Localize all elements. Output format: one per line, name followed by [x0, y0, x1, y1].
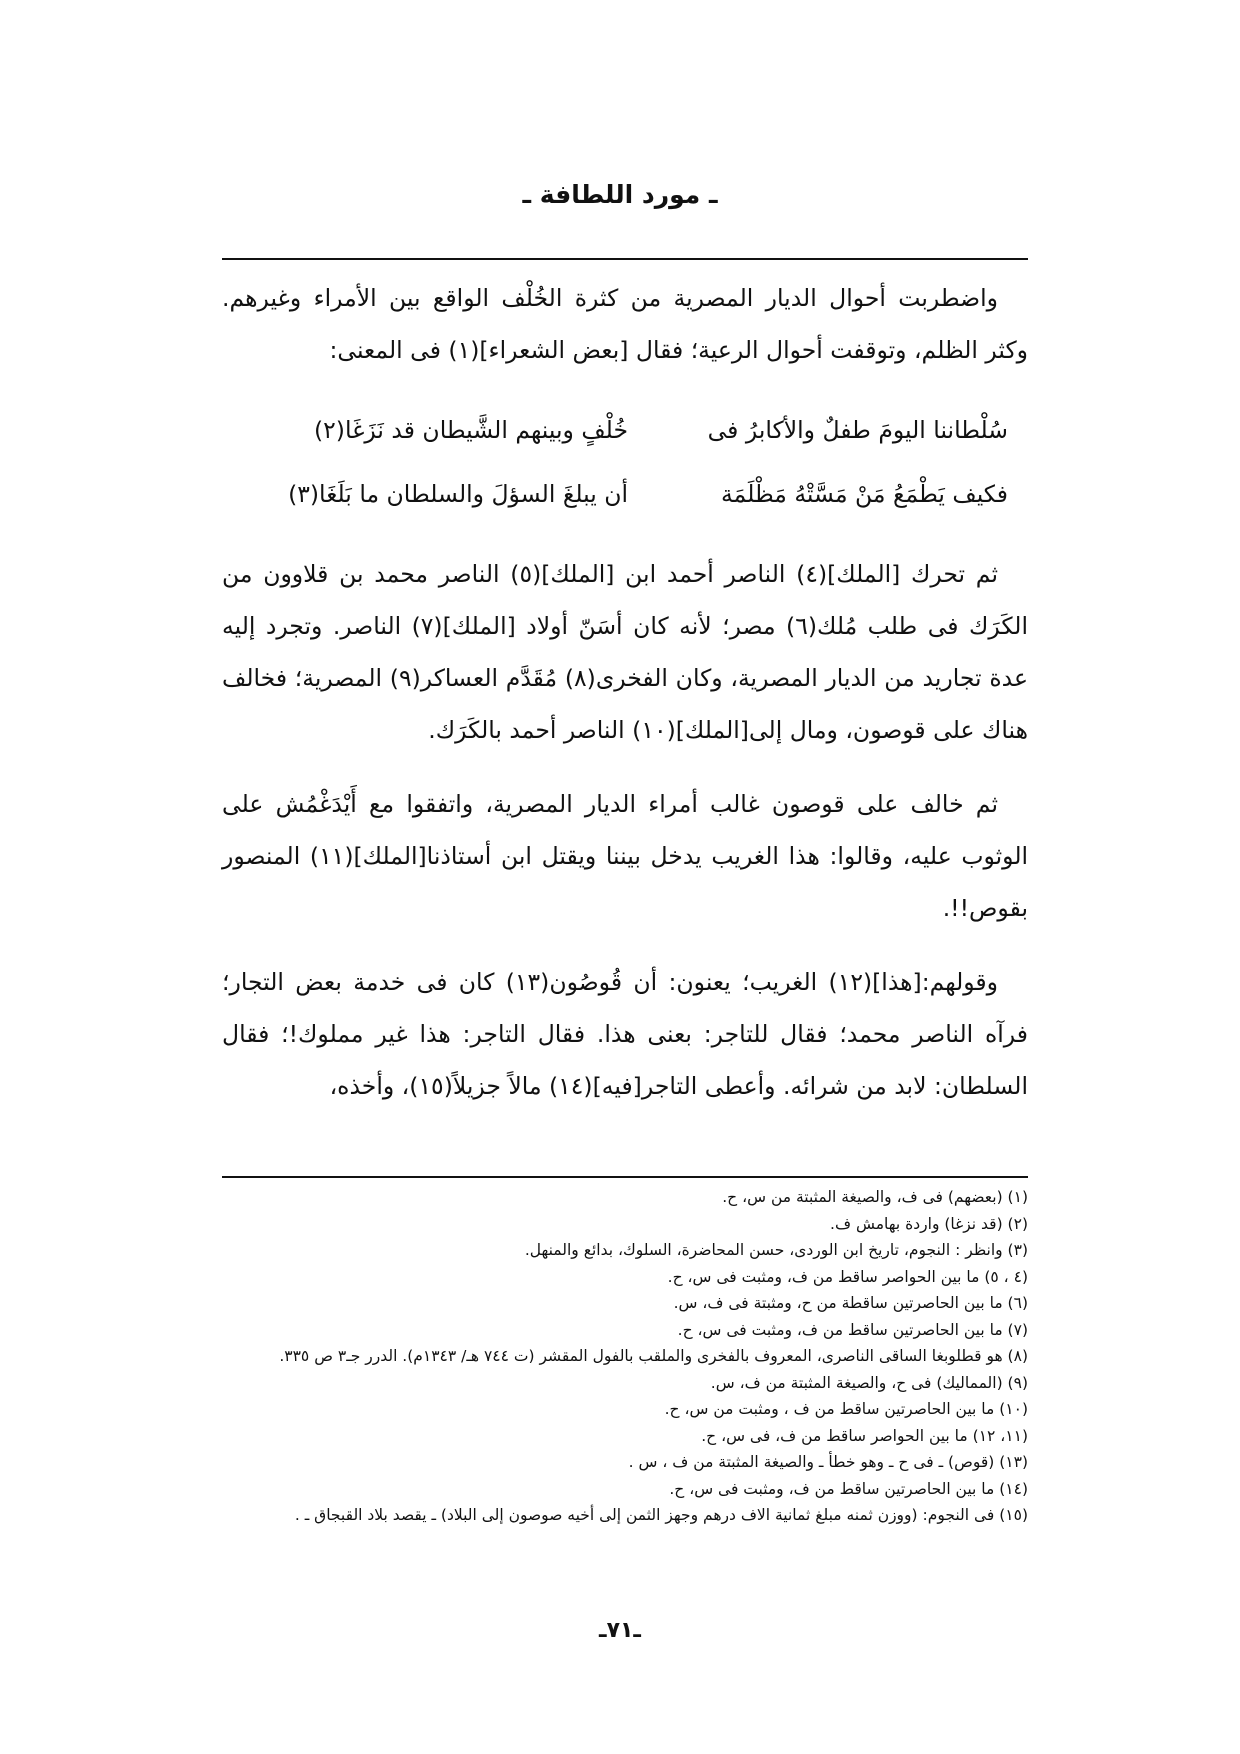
footnotes-list: [222, 1184, 1028, 1529]
page-number: ـ٧١ـ: [599, 1618, 641, 1643]
footnote: (٣) وانظر : النجوم، تاريخ ابن الوردى، حسن المحاضرة، السلوك، بدائع والمنهل.: [524, 1241, 1028, 1259]
footnote: (٢) (قد نزغا) واردة بهامش ف.: [830, 1214, 1028, 1233]
footnote-rule: [222, 1176, 1028, 1178]
verse-line: [222, 462, 1028, 526]
footnote: (٩) (المماليك) فى ح، والصيغة المثبتة من ف، س.: [710, 1373, 1028, 1392]
verse-hemistich-second: أن يبلغَ السؤلَ والسلطان ما بَلَغَا(٣): [288, 480, 628, 508]
poem-verses: [222, 398, 1028, 526]
paragraph: واضطربت أحوال الديار المصرية من كثرة الخُلْف الواقع بين الأمراء وغيرهم. وكثر الظلم، وتوقفت أحوال الرعية؛ فقال [بعض الشعراء](١) فى المعنى:: [222, 284, 1028, 364]
footnote: (١٤) ما بين الحاصرتين ساقط من ف، ومثبت فى س، ح.: [669, 1479, 1028, 1498]
running-header: ـ مورد اللطافة ـ: [522, 180, 718, 209]
footnote: (١٥) فى النجوم: (ووزن ثمنه مبلغ ثمانية الاف درهم وجهز الثمن إلى أخيه صوصون إلى البلاد) ـ يقصد بلاد القبجاق ـ .: [294, 1506, 1028, 1524]
footnote: (٤ ، ٥) ما بين الحواصر ساقط من ف، ومثبت فى س، ح.: [667, 1267, 1028, 1286]
verse-hemistich-first: سُلْطاننا اليومَ طفلٌ والأكابرُ فى: [707, 416, 1008, 444]
paragraph: ثم خالف على قوصون غالب أمراء الديار المصرية، واتفقوا مع أَيْدَغْمُش على الوثوب عليه، وقالوا: هذا الغريب يدخل بيننا ويقتل ابن أستاذنا[الملك](١١) المنصور بقوص!!.: [222, 790, 1029, 922]
verse-hemistich-first: فكيف يَطْمَعُ مَنْ مَسَّتْهُ مَظْلَمَة: [721, 480, 1008, 508]
footnote: (١) (بعضهم) فى ف، والصيغة المثبتة من س، ح.: [722, 1188, 1028, 1206]
header-rule: [222, 258, 1028, 260]
footnote: (١٣) (قوص) ـ فى ح ـ وهو خطأ ـ والصيغة المثبتة من ف ، س .: [628, 1453, 1028, 1471]
footnote: (٦) ما بين الحاصرتين ساقطة من ح، ومثبتة فى ف، س.: [673, 1294, 1028, 1312]
paragraph: ثم تحرك [الملك](٤) الناصر أحمد ابن [الملك](٥) الناصر محمد بن قلاوون من الكَرَك فى طلب مُلك(٦) مصر؛ لأنه كان أسَنّ أولاد [الملك](٧) الناصر. وتجرد إليه عدة تجاريد من الديار المصرية، وكان الفخرى(٨) مُقَدَّم العساكر(٩) المصرية؛ فخالف هناك على قوصون، ومال إلى[الملك](١٠) الناصر أحمد بالكَرَك.: [222, 560, 1028, 744]
footnote: (٨) هو قطلوبغا الساقى الناصرى، المعروف بالفخرى والملقب بالفول المقشر (ت ٧٤٤ هـ/ ١٣٤٣م). الدرر جـ٣ ص ٣٣٥.: [279, 1347, 1028, 1365]
paragraph: وقولهم:[هذا](١٢) الغريب؛ يعنون: أن قُوصُون(١٣) كان فى خدمة بعض التجار؛ فرآه الناصر محمد؛ فقال للتاجر: بعنى هذا. فقال التاجر: هذا غير مملوك!؛ فقال السلطان: لابد من شرائه. وأعطى التاجر[فيه](١٤) مالاً جزيلاً(١٥)، وأخذه،: [222, 968, 1028, 1100]
footnote: (١١، ١٢) ما بين الحواصر ساقط من ف، فى س، ح.: [701, 1426, 1028, 1445]
footnote: (١٠) ما بين الحاصرتين ساقط من ف ، ومثبت من س، ح.: [664, 1400, 1028, 1418]
footnote: (٧) ما بين الحاصرتين ساقط من ف، ومثبت فى س، ح.: [677, 1320, 1028, 1339]
verse-line: [222, 398, 1028, 462]
verse-hemistich-second: خُلْفٍ وبينهم الشَّيطان قد نَزَغَا(٢): [314, 416, 628, 444]
body-text: [222, 272, 1028, 1134]
